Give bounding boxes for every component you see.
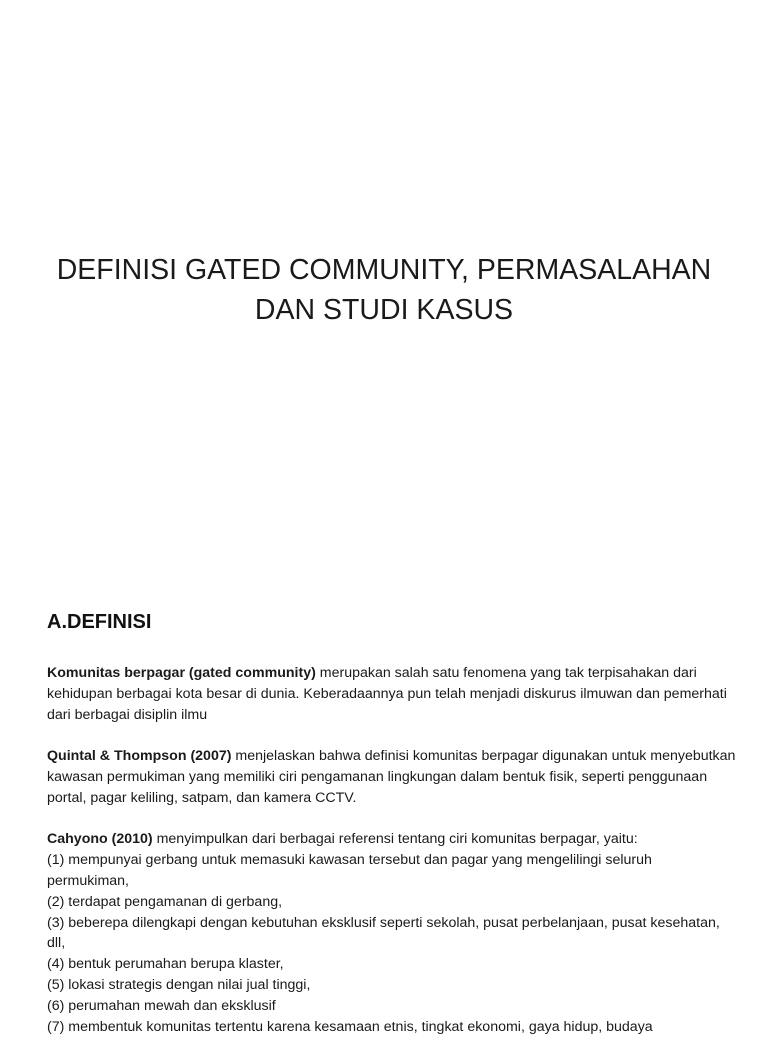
page-title xyxy=(0,250,768,330)
list-item: (6) perumahan mewah dan eksklusif xyxy=(47,997,276,1014)
title-line-1: DEFINISI GATED COMMUNITY, PERMASALAHAN xyxy=(56,254,712,286)
list-item: (2) terdapat pengamanan di gerbang, xyxy=(47,893,283,910)
list-item: (7) membentuk komunitas tertentu karena kesamaan etnis, tingkat ekonomi, gaya hidup, budaya xyxy=(47,1018,653,1035)
list-item: (4) bentuk perumahan berupa klaster, xyxy=(47,956,284,973)
definition-section xyxy=(47,606,737,1058)
section-heading: A.DEFINISI xyxy=(47,611,152,633)
list-item: (5) lokasi strategis dengan nilai jual tinggi, xyxy=(47,976,311,993)
paragraph-text: menjelaskan bahwa definisi komunitas berpagar digunakan untuk menyebutkan kawasan permukiman yang memiliki ciri pengamanan lingkungan dalam bentuk fisik, seperti penggunaan portal, pagar keliling, satpam, dan kamera CCTV. xyxy=(47,748,736,806)
list-item: (1) mempunyai gerbang untuk memasuki kawasan tersebut dan pagar yang mengelilingi seluruh permukiman, xyxy=(47,852,652,889)
paragraph-text: merupakan salah satu fenomena yang tak terpisahakan dari kehidupan berbagai kota besar di dunia. Keberadaannya pun telah menjadi diskurus ilmuwan dan pemerhati dari berbagai disiplin ilmu xyxy=(47,665,727,723)
paragraph-text: menyimpulkan dari berbagai referensi tentang ciri komunitas berpagar, yaitu: xyxy=(152,831,638,848)
reference-term: Komunitas berpagar (gated community) xyxy=(47,665,316,681)
reference-citation: Quintal & Thompson (2007) xyxy=(47,748,232,765)
paragraph-gated-community xyxy=(47,663,737,725)
paragraph-cahyono xyxy=(47,829,737,1037)
title-line-2: DAN STUDI KASUS xyxy=(254,294,514,326)
section-body xyxy=(47,663,737,1037)
reference-citation: Cahyono (2010) xyxy=(47,831,153,848)
paragraph-quintal-thompson xyxy=(47,746,737,808)
list-item: (3) beberepa dilengkapi dengan kebutuhan eksklusif seperti sekolah, pusat perbelanjaan, pusat kesehatan, dll, xyxy=(47,914,720,952)
